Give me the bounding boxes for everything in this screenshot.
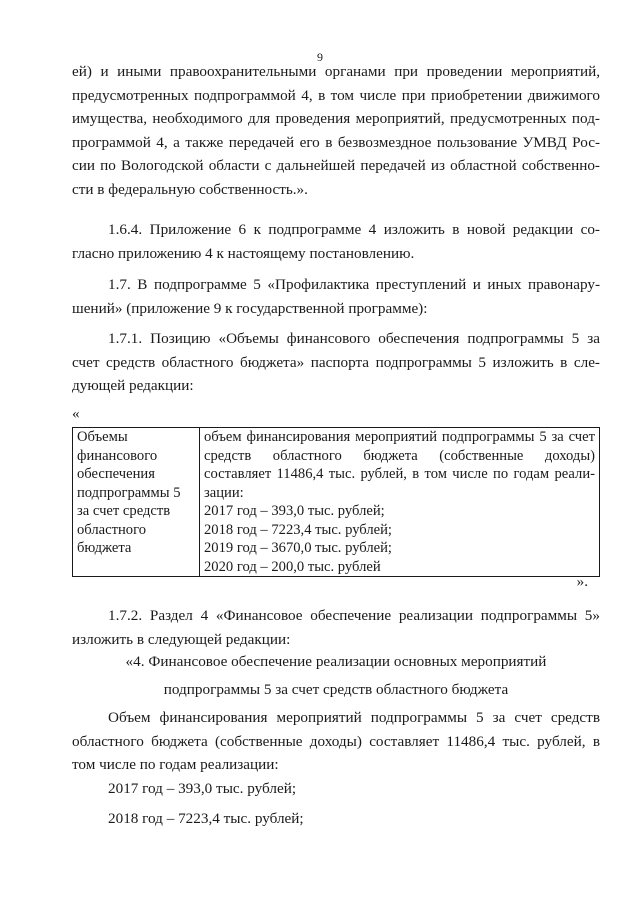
open-quote: « bbox=[72, 405, 80, 422]
heading-line: подпрограммы 5 за счет средств областного бюджета bbox=[163, 680, 509, 698]
text-line: ей) и иными правоохранительными органами при проведении мероприятий, bbox=[72, 63, 600, 80]
cell-line: областного bbox=[77, 521, 146, 538]
text-line: программой 4, а также передачей его в безвозмездное пользование УМВД Рос- bbox=[72, 133, 600, 151]
year-line: 2018 год – 7223,4 тыс. рублей; bbox=[108, 809, 304, 827]
cell-line: 2020 год – 200,0 тыс. рублей bbox=[204, 558, 381, 575]
cell-line: средств областного бюджета (собственные доходы) bbox=[204, 447, 595, 464]
cell-line: 2018 год – 7223,4 тыс. рублей; bbox=[204, 521, 392, 538]
cell-line: объем финансирования мероприятий подпрограммы 5 за счет bbox=[204, 429, 595, 445]
text-line: сии по Вологодской области с дальнейшей передачей из областной собственно- bbox=[72, 157, 600, 174]
table-label-cell bbox=[73, 428, 200, 577]
section-heading bbox=[72, 650, 600, 701]
paragraph-1-7-1 bbox=[72, 327, 600, 398]
year-line: 2017 год – 393,0 тыс. рублей; bbox=[108, 780, 297, 797]
cell-line: за счет средств bbox=[77, 503, 171, 519]
text-line: изложить в следующей редакции: bbox=[72, 630, 291, 648]
text-line: счет средств областного бюджета» паспорта подпрограммы 5 изложить в сле- bbox=[72, 353, 600, 371]
text-line: гласно приложению 4 к настоящему постановлению. bbox=[72, 244, 415, 262]
text-line: шений» (приложение 9 к государственной программе): bbox=[72, 299, 428, 317]
table-row bbox=[73, 428, 600, 577]
paragraph-1-7 bbox=[72, 273, 600, 320]
text-line: Объем финансирования мероприятий подпрограммы 5 за счет средств bbox=[108, 709, 600, 726]
page-number: 9 bbox=[317, 50, 323, 64]
financing-table bbox=[72, 427, 600, 577]
cell-line: зации: bbox=[204, 484, 244, 501]
cell-line: подпрограммы 5 bbox=[77, 484, 181, 501]
cell-line: финансового bbox=[77, 447, 158, 464]
text-line: 1.7.1. Позицию «Объемы финансового обеспечения подпрограммы 5 за bbox=[108, 330, 600, 347]
paragraph-1-6-4 bbox=[72, 218, 600, 265]
text-line: 1.7. В подпрограмме 5 «Профилактика преступлений и иных правонару- bbox=[108, 276, 600, 293]
close-quote: ». bbox=[576, 573, 588, 590]
cell-line: обеспечения bbox=[77, 466, 155, 482]
heading-line: «4. Финансовое обеспечение реализации основных мероприятий bbox=[125, 653, 547, 670]
body-paragraph bbox=[72, 706, 600, 777]
text-line: предусмотренных подпрограммой 4, в том числе при приобретении движимого bbox=[72, 86, 600, 104]
text-line: имущества, необходимого для проведения мероприятий, предусмотренных под- bbox=[72, 110, 600, 127]
text-line: том числе по годам реализации: bbox=[72, 756, 279, 773]
cell-line: 2019 год – 3670,0 тыс. рублей; bbox=[204, 540, 392, 556]
text-line: дующей редакции: bbox=[72, 377, 194, 394]
table-value-cell bbox=[200, 428, 600, 577]
cell-line: бюджета bbox=[77, 540, 132, 556]
text-line: 1.7.2. Раздел 4 «Финансовое обеспечение реализации подпрограммы 5» bbox=[108, 607, 600, 624]
intro-paragraph bbox=[72, 60, 600, 201]
cell-line: 2017 год – 393,0 тыс. рублей; bbox=[204, 503, 385, 519]
text-line: сти в федеральную собственность.». bbox=[72, 180, 308, 198]
paragraph-1-7-2 bbox=[72, 604, 600, 651]
cell-line: составляет 11486,4 тыс. рублей, в том числе по годам реали- bbox=[204, 466, 595, 482]
text-line: 1.6.4. Приложение 6 к подпрограмме 4 изложить в новой редакции со- bbox=[108, 221, 600, 238]
cell-line: Объемы bbox=[77, 429, 128, 445]
years-list bbox=[72, 777, 600, 830]
text-line: областного бюджета (собственные доходы) составляет 11486,4 тыс. рублей, в bbox=[72, 732, 600, 750]
